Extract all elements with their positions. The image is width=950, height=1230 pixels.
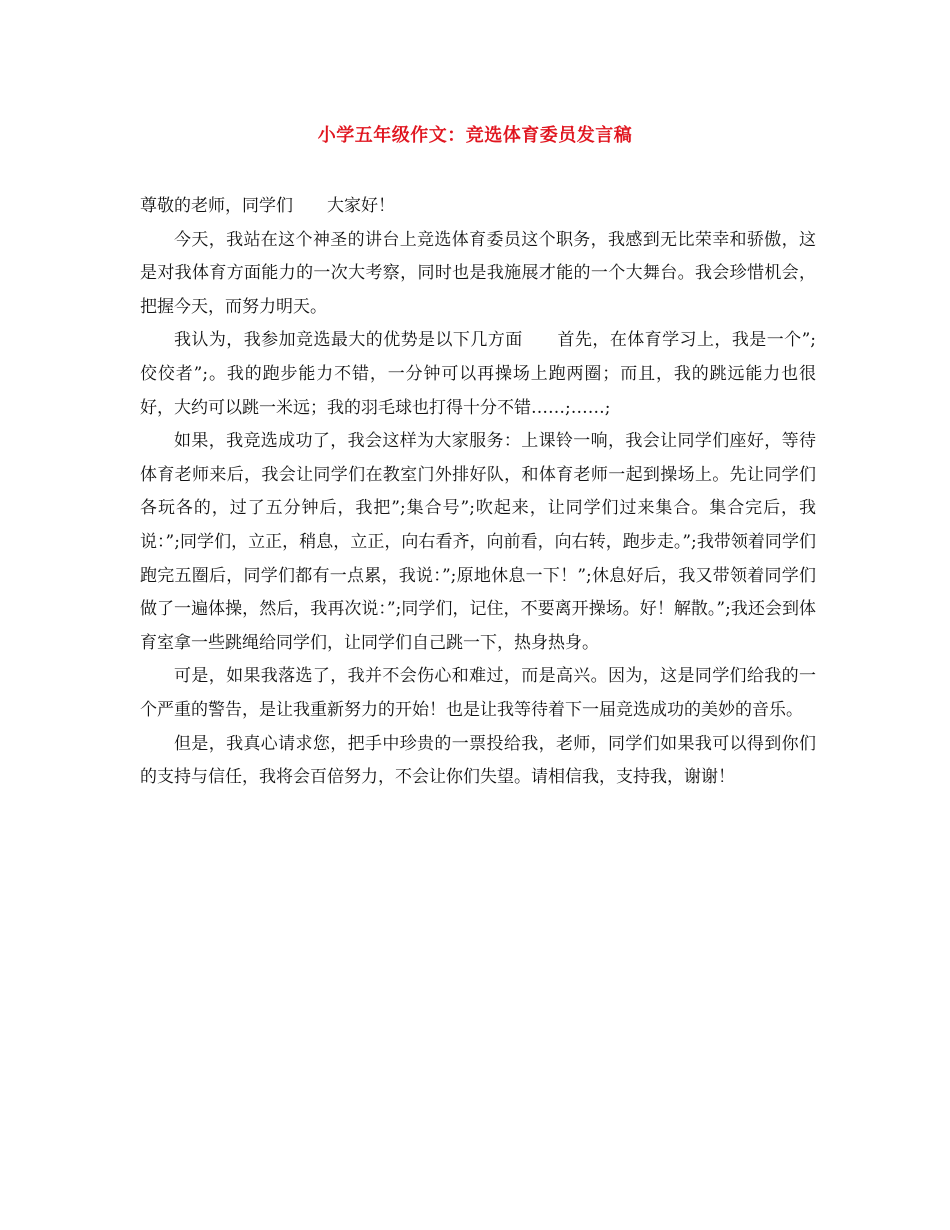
body-paragraph: 如果，我竞选成功了，我会这样为大家服务：上课铃一响，我会让同学们座好，等待体育老师来后，我会让同学们在教室门外排好队，和体育老师一起到操场上。先让同学们各玩各的，过了五分钟后，我把”;集合号”;吹起来，让同学们过来集合。集合完后，我说：”;同学们，立正，稍息，立正，向右看齐，向前看，向右转，跑步走。”;我带领着同学们跑完五圈后，同学们都有一点累，我说：”;原地休息一下！”;休息好后，我又带领着同学们做了一遍体操，然后，我再次说：”;同学们，记住，不要离开操场。好！解散。”;我还会到体育室拿一些跳绳给同学们，让同学们自己跳一下，热身热身。: [140, 431, 816, 653]
body-paragraph: 可是，如果我落选了，我并不会伤心和难过，而是高兴。因为，这是同学们给我的一个严重的警告，是让我重新努力的开始！也是让我等待着下一届竞选成功的美妙的音乐。: [140, 666, 816, 720]
body-paragraph: 但是，我真心请求您，把手中珍贵的一票投给我，老师，同学们如果我可以得到你们的支持与信任，我将会百倍努力，不会让你们失望。请相信我，支持我，谢谢！: [140, 733, 816, 788]
body-paragraph: 我认为，我参加竞选最大的优势是以下几方面 首先，在体育学习上，我是一个”;佼佼者”;。我的跑步能力不错，一分钟可以再操场上跑两圈；而且，我的跳远能力也很好，大约可以跳一米远；我的羽毛球也打得十分不错……;……;: [140, 330, 816, 418]
document-body: [140, 190, 816, 795]
body-paragraph: 今天，我站在这个神圣的讲台上竞选体育委员这个职务，我感到无比荣幸和骄傲，这是对我体育方面能力的一次大考察，同时也是我施展才能的一个大舞台。我会珍惜机会，把握今天，而努力明天。: [140, 229, 816, 317]
document-title: 小学五年级作文：竞选体育委员发言稿: [317, 125, 633, 146]
greeting-paragraph: 尊敬的老师，同学们 大家好！: [140, 196, 395, 216]
